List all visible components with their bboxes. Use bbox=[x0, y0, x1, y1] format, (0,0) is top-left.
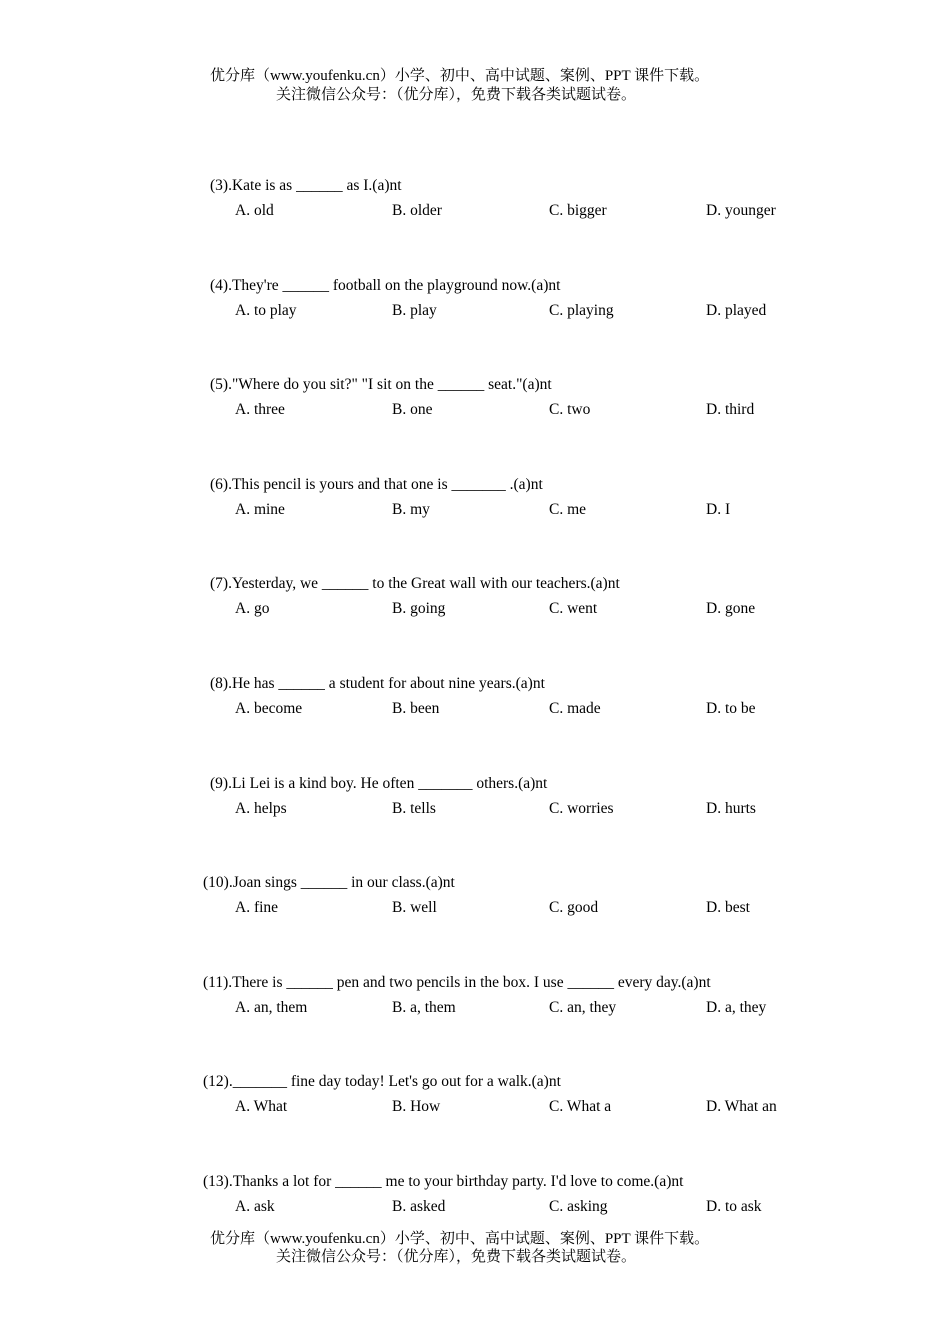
question-stem: (12)._______ fine day today! Let's go out for a walk.(a)nt bbox=[203, 1073, 561, 1090]
option-a: A. an, them bbox=[235, 999, 308, 1016]
option-a: A. old bbox=[235, 202, 274, 219]
question-stem: (7).Yesterday, we ______ to the Great wall with our teachers.(a)nt bbox=[210, 575, 620, 592]
option-d: D. hurts bbox=[706, 800, 756, 817]
option-c: C. bigger bbox=[549, 202, 607, 219]
option-c: C. made bbox=[549, 700, 601, 717]
option-c: C. worries bbox=[549, 800, 614, 817]
option-b: B. How bbox=[392, 1098, 441, 1115]
question-stem: (3).Kate is as ______ as I.(a)nt bbox=[210, 177, 402, 194]
option-a: A. mine bbox=[235, 501, 285, 518]
option-c: C. playing bbox=[549, 302, 614, 319]
option-a: A. to play bbox=[235, 302, 297, 319]
option-b: B. a, them bbox=[392, 999, 456, 1016]
option-b: B. my bbox=[392, 501, 430, 518]
question-8 bbox=[0, 674, 950, 734]
option-a: A. helps bbox=[235, 800, 287, 817]
option-d: D. to ask bbox=[706, 1198, 762, 1215]
question-13 bbox=[0, 1172, 950, 1232]
option-b: B. play bbox=[392, 302, 437, 319]
option-a: A. fine bbox=[235, 899, 279, 916]
option-c: C. me bbox=[549, 501, 587, 518]
option-b: B. been bbox=[392, 700, 440, 717]
option-a: A. three bbox=[235, 401, 285, 418]
question-stem: (9).Li Lei is a kind boy. He often _______ others.(a)nt bbox=[210, 775, 548, 792]
question-5 bbox=[0, 375, 950, 435]
question-7 bbox=[0, 574, 950, 634]
page-header-line-1: 优分库（www.youfenku.cn）小学、初中、高中试题、案例、PPT 课件下载。 bbox=[210, 68, 710, 84]
option-b: B. asked bbox=[392, 1198, 446, 1215]
page-footer-line-2: 关注微信公众号：（优分库），免费下载各类试题试卷。 bbox=[276, 1249, 637, 1265]
option-a: A. What bbox=[235, 1098, 288, 1115]
option-a: A. go bbox=[235, 600, 270, 617]
question-4 bbox=[0, 276, 950, 336]
question-6 bbox=[0, 475, 950, 535]
option-c: C. What a bbox=[549, 1098, 612, 1115]
question-9 bbox=[0, 774, 950, 834]
option-d: D. What an bbox=[706, 1098, 777, 1115]
question-12 bbox=[0, 1072, 950, 1132]
option-c: C. an, they bbox=[549, 999, 617, 1016]
option-b: B. one bbox=[392, 401, 433, 418]
option-a: A. become bbox=[235, 700, 303, 717]
question-stem: (8).He has ______ a student for about nine years.(a)nt bbox=[210, 675, 545, 692]
question-stem: (4).They're ______ football on the playground now.(a)nt bbox=[210, 277, 561, 294]
option-d: D. to be bbox=[706, 700, 756, 717]
option-b: B. well bbox=[392, 899, 437, 916]
option-c: C. went bbox=[549, 600, 598, 617]
option-b: B. older bbox=[392, 202, 442, 219]
question-stem: (11).There is ______ pen and two pencils in the box. I use ______ every day.(a)nt bbox=[203, 974, 711, 991]
option-d: D. third bbox=[706, 401, 755, 418]
option-c: C. asking bbox=[549, 1198, 608, 1215]
option-a: A. ask bbox=[235, 1198, 275, 1215]
option-d: D. gone bbox=[706, 600, 756, 617]
option-d: D. a, they bbox=[706, 999, 767, 1016]
option-d: D. best bbox=[706, 899, 750, 916]
question-11 bbox=[0, 973, 950, 1033]
option-d: D. younger bbox=[706, 202, 776, 219]
question-stem: (10).Joan sings ______ in our class.(a)nt bbox=[203, 874, 455, 891]
question-10 bbox=[0, 873, 950, 933]
option-d: D. I bbox=[706, 501, 731, 518]
option-b: B. tells bbox=[392, 800, 436, 817]
question-stem: (13).Thanks a lot for ______ me to your birthday party. I'd love to come.(a)nt bbox=[203, 1173, 684, 1190]
question-stem: (6).This pencil is yours and that one is _______ .(a)nt bbox=[210, 476, 543, 493]
page-footer-line-1: 优分库（www.youfenku.cn）小学、初中、高中试题、案例、PPT 课件下载。 bbox=[210, 1231, 710, 1247]
question-stem: (5)."Where do you sit?" "I sit on the ______ seat."(a)nt bbox=[210, 376, 552, 393]
option-d: D. played bbox=[706, 302, 767, 319]
question-3 bbox=[0, 176, 950, 236]
option-b: B. going bbox=[392, 600, 446, 617]
option-c: C. good bbox=[549, 899, 599, 916]
option-c: C. two bbox=[549, 401, 591, 418]
page-header-line-2: 关注微信公众号：（优分库），免费下载各类试题试卷。 bbox=[276, 87, 637, 103]
